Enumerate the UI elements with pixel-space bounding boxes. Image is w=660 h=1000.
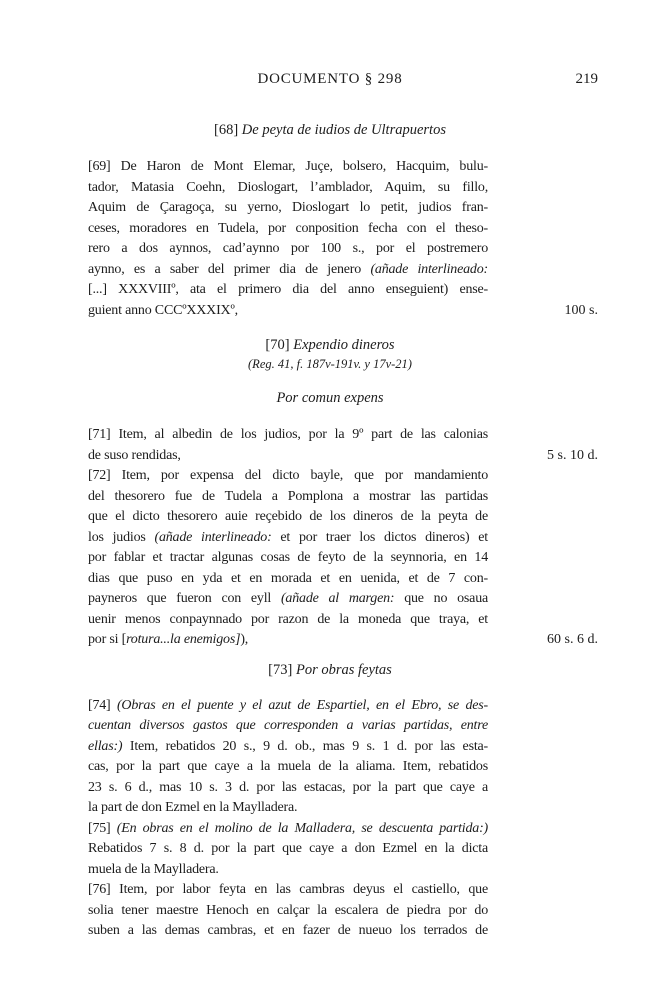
italic-text-segment: (Reg. 41, f. 187v-191v. y 17v-21) <box>248 357 412 371</box>
text-line: Rebatidos 7 s. 8 d. por la part que caye a don Ezmel en la dicta <box>88 841 488 856</box>
text-line: rero a dos aynnos, cad’aynno por 100 s., por el postremero <box>88 241 488 256</box>
italic-text-segment: Por comun expens <box>276 390 384 406</box>
entry-71 <box>88 425 598 466</box>
text-line: uenir menos conpaynnado por razon de la moneda que traya, et <box>88 611 488 627</box>
text-line: cas, por la part que caye a la muela de la aliama. Item, rebatidos <box>88 759 488 774</box>
text-line: Aquim de Çaragoça, su yerno, Dioslogart lo petit, judios fran- <box>88 200 488 215</box>
text-line: tador, Matasia Coehn, Dioslogart, l’amblador, Aquim, su fillo, <box>88 179 488 195</box>
text-segment: que no osaua <box>394 591 489 606</box>
text-line <box>88 819 488 840</box>
text-segment: [75] <box>88 820 117 836</box>
text-line <box>88 696 488 717</box>
subsection-heading-por-obras-feytas <box>0 660 660 680</box>
text-line: del thesorero fue de Tudela a Pomplona a mostrar las partidas <box>88 488 488 504</box>
text-line <box>88 737 488 758</box>
italic-text-segment: cuentan diversos gastos que corresponden a varias partidas, entre <box>88 718 488 733</box>
text-segment: Item, rebatidos 20 s., 9 d. ob., mas 9 s. 1 d. por las esta- <box>122 738 488 754</box>
italic-text-segment: Expendio dineros <box>293 337 395 353</box>
page-number: 219 <box>575 71 598 87</box>
text-line <box>88 528 488 549</box>
entry-69-text <box>88 157 488 321</box>
section-heading-68 <box>0 120 660 140</box>
page-content <box>88 0 598 942</box>
italic-text-segment: De peyta de iudios de Ultrapuertos <box>241 122 446 138</box>
text-line: [...] XXXVIIIº, ata el primero dia del anno enseguient) ense- <box>88 282 488 297</box>
italic-text-segment: ellas:) <box>88 738 123 754</box>
text-segment: aynno, es a saber del primer dia de jenero <box>88 261 371 277</box>
text-line <box>88 589 488 610</box>
entry-71-amount: 5 s. 10 d. <box>547 447 598 463</box>
subsection-heading-por-comun-expens <box>0 388 660 408</box>
text-line: guient anno CCCºXXXIXº, <box>88 302 238 318</box>
entry-74 <box>88 696 598 819</box>
text-line: [76] Item, por labor feyta en las cambras deyus el castiello, que <box>88 882 488 897</box>
italic-text-segment: (añade interlineado: <box>370 261 488 277</box>
running-header <box>0 69 660 89</box>
entry-72 <box>88 466 598 651</box>
text-segment: [70] <box>265 337 294 353</box>
running-title: DOCUMENTO § 298 <box>257 71 403 87</box>
text-line: dias que puso en yda et en morada et en uenida, et de 7 con- <box>88 570 488 586</box>
italic-text-segment: rotura...la enemigos] <box>126 632 241 647</box>
section-heading-70 <box>0 335 660 355</box>
text-segment: por si [ <box>88 632 127 647</box>
entry-75 <box>88 819 598 881</box>
entry-69 <box>88 157 598 321</box>
entry-71-text <box>88 425 488 466</box>
section-70-source-reference <box>0 355 660 373</box>
text-segment: [68] <box>214 122 242 138</box>
italic-text-segment: Por obras feytas <box>295 661 392 678</box>
entry-72-amount: 60 s. 6 d. <box>547 632 598 647</box>
text-line: 23 s. 6 d., mas 10 s. 3 d. por las estacas, por la part que caye a <box>88 779 488 795</box>
entry-76-text <box>88 880 488 942</box>
text-segment: payneros que fueron con eyll <box>88 591 281 606</box>
text-line <box>88 630 488 651</box>
entry-69-amount: 100 s. <box>564 302 598 318</box>
entry-72-text <box>88 466 488 651</box>
italic-text-segment: (añade interlineado: <box>154 529 272 545</box>
text-segment: [73] <box>268 661 296 678</box>
entry-74-text <box>88 696 488 819</box>
text-segment: [74] <box>88 697 117 713</box>
text-line: la part de don Ezmel en la Maylladera. <box>88 800 298 815</box>
text-line: suben a las demas cambras, et en fazer de nueuo los terrados de <box>88 923 488 938</box>
text-line: [69] De Haron de Mont Elemar, Juçe, bolsero, Hacquim, bulu- <box>88 159 488 174</box>
text-line: muela de la Maylladera. <box>88 861 219 877</box>
text-line: solia tener maestre Henoch en calçar la escalera de piedra por do <box>88 902 488 918</box>
text-line: ceses, moradores en Tudela, por conposition fecha con el theso- <box>88 220 488 236</box>
text-line: de suso rendidas, <box>88 447 181 463</box>
text-line <box>88 716 488 737</box>
entry-75-text <box>88 819 488 881</box>
italic-text-segment: (En obras en el molino de la Malladera, se descuenta partida:) <box>116 820 488 836</box>
text-line: que el dicto thesorero auie reçebido de los dineros de la peyta de <box>88 509 488 524</box>
italic-text-segment: (Obras en el puente y el azut de Espartiel, en el Ebro, se des- <box>116 697 488 713</box>
entry-76 <box>88 880 598 942</box>
text-line: [72] Item, por expensa del dicto bayle, que por mandamiento <box>88 468 488 483</box>
italic-text-segment: (añade al margen: <box>280 591 395 606</box>
text-line: [71] Item, al albedin de los judios, por la 9º part de las calonias <box>88 427 488 442</box>
text-segment: los judios <box>88 529 155 545</box>
text-segment: et por traer los dictos dineros) et <box>271 529 488 545</box>
text-line <box>88 260 488 281</box>
text-line: por fablar et tractar algunas cosas de feyto de la seynnoria, en 14 <box>88 550 488 565</box>
text-segment: ), <box>240 632 249 647</box>
